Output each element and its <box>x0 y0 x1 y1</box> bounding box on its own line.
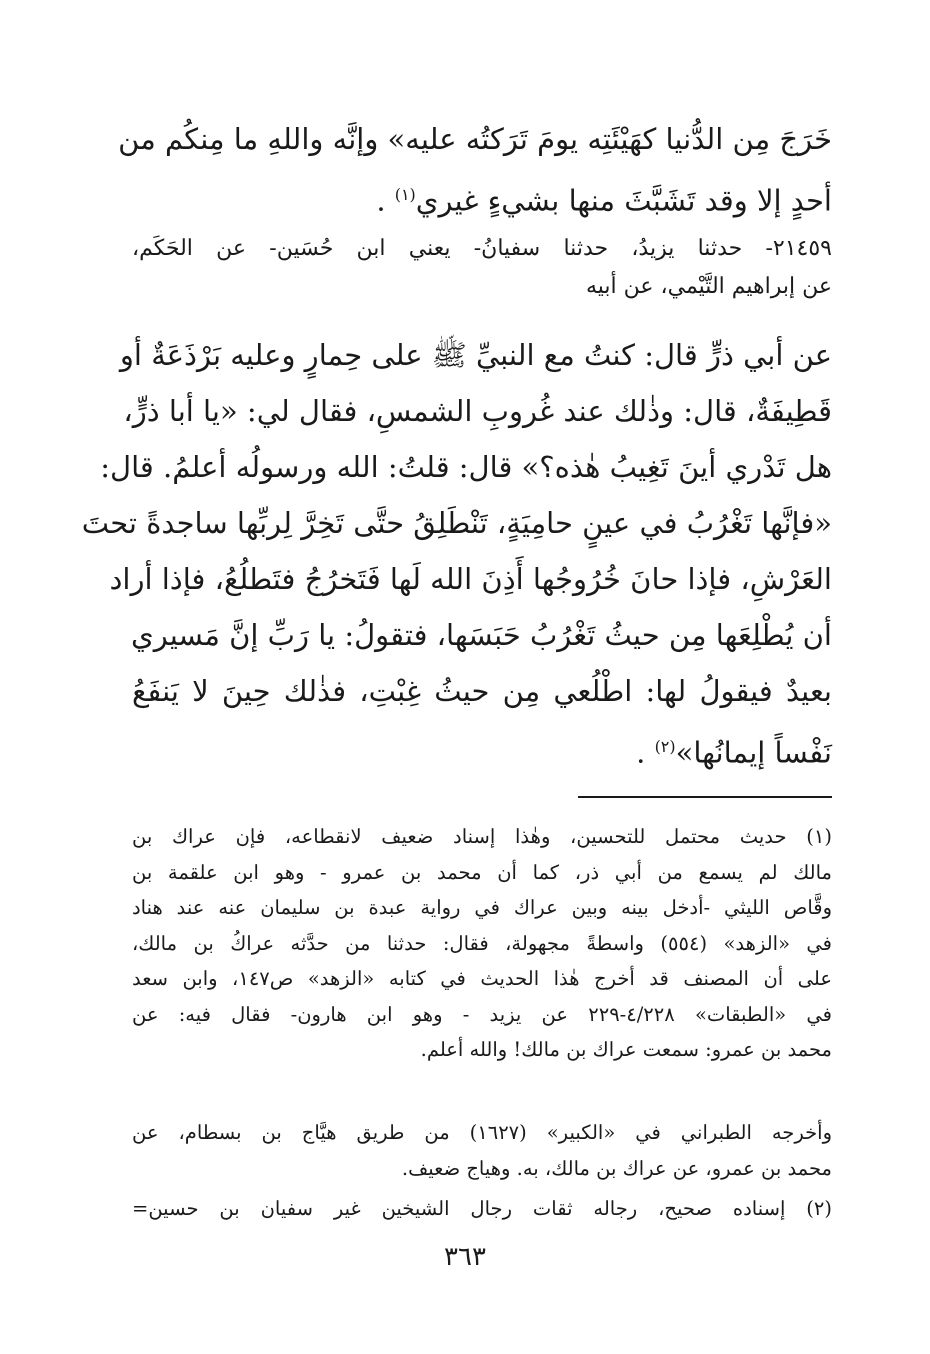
text-segment: نَفْساً إيمانُها» <box>675 735 832 770</box>
paragraph <box>132 1115 832 1186</box>
text-line <box>132 719 832 781</box>
text-segment: أحدٍ إلا وقد تَشَبَّثَ منها بشيءٍ غيري <box>415 183 832 218</box>
text-block-1 <box>118 111 832 229</box>
text-line <box>132 167 832 229</box>
text-line: ٢١٤٥٩- حدثنا يزيدُ، حدثنا سفيانُ- يعني ابن حُسَين- عن الحَكَم، <box>132 236 832 261</box>
text-line: عن أبي ذرٍّ قال: كنتُ مع النبيِّ ﷺ على حِمارٍ وعليه بَرْذَعَةٌ أو <box>119 338 832 372</box>
text-line: خَرَجَ مِن الدُّنيا كهَيْئَتِه يومَ تَرَكتُه عليه» وإنَّه واللهِ ما مِنكُم من <box>118 122 832 156</box>
text-line: محمد بن عمرو، عن عراك بن مالك، به. وهياج ضعيف. <box>401 1156 832 1180</box>
text-block-2 <box>81 327 832 781</box>
paragraph <box>132 230 832 306</box>
footnote-1 <box>132 819 832 1068</box>
text-line: محمد بن عمرو: سمعت عراك بن مالك! والله أعلم. <box>420 1038 832 1061</box>
footnote-ref: (٢) <box>654 737 676 756</box>
text-line: مالك لم يسمع من أبي ذر، كما أن محمد بن عمرو - وهو ابن علقمة بن <box>132 860 832 884</box>
text-line: على أن المصنف قد أخرج هٰذا الحديث في كتابه «الزهد» ص١٤٧، وابن سعد <box>132 967 833 990</box>
paragraph <box>132 1191 832 1227</box>
text-line: بعيدٌ فيقولُ لها: اطْلُعي مِن حيثُ غِبْتِ، فذٰلك حِينَ لا يَنفَعُ <box>132 674 832 708</box>
text-line: في «الزهد» (٥٥٤) واسطةً مجهولة، فقال: حدثنا من حدَّثه عراكُ بن مالك، <box>132 931 833 955</box>
paragraph <box>118 111 832 229</box>
footnote-ref: (١) <box>394 185 416 204</box>
paragraph <box>132 819 832 1068</box>
text-line: أن يُطْلِعَها مِن حيثُ تَغْرُبُ حَبَسَها، فتقولُ: يا رَبِّ إنَّ مَسيري <box>131 618 832 652</box>
text-line: قَطِيفَةٌ، قال: وذٰلك عند غُروبِ الشمسِ، فقال لي: «يا أبا ذرٍّ، <box>123 394 832 428</box>
hadith-isnad <box>132 230 832 306</box>
footnote-1-continued <box>132 1115 832 1186</box>
text-line: «فإنَّها تَغْرُبُ في عينٍ حامِيَةٍ، تَنْطَلِقُ حتَّى تَخِرَّ لِربِّها ساجدةً تحتَ <box>81 506 832 540</box>
footnote-separator <box>578 796 832 798</box>
footnote-2 <box>132 1191 832 1227</box>
text-line: العَرْشِ، فإذا حانَ خُرُوجُها أَذِنَ الله لَها فَتَخرُجُ فتَطلُعُ، فإذا أراد <box>109 562 832 596</box>
text-line: وأخرجه الطبراني في «الكبير» (١٦٢٧) من طريق هيَّاج بن بسطام، عن <box>132 1121 832 1144</box>
period: . <box>376 183 395 218</box>
text-line: وقَّاص الليثي -أدخل بينه وبين عراك في رواية عبدة بن سليمان عنه عند هناد <box>132 896 832 919</box>
page-number: ٣٦٣ <box>444 1242 486 1272</box>
paragraph <box>81 327 832 781</box>
text-line: (٢) إسناده صحيح، رجاله ثقات رجال الشيخين غير سفيان بن حسين= <box>132 1197 832 1220</box>
text-line: في «الطبقات» ٤/٢٢٨-٢٢٩ عن يزيد - وهو ابن هارون- فقال فيه: عن <box>132 1002 832 1026</box>
text-line: هل تَدْري أينَ تَغِيبُ هٰذه؟» قال: قلتُ: الله ورسولُه أعلمُ. قال: <box>100 450 832 484</box>
period: . <box>636 735 655 770</box>
text-line: (١) حديث محتمل للتحسين، وهٰذا إسناد ضعيف لانقطاعه، فإن عراك بن <box>132 825 832 848</box>
text-line: عن إبراهيم التَّيْمي، عن أبيه <box>585 274 832 299</box>
